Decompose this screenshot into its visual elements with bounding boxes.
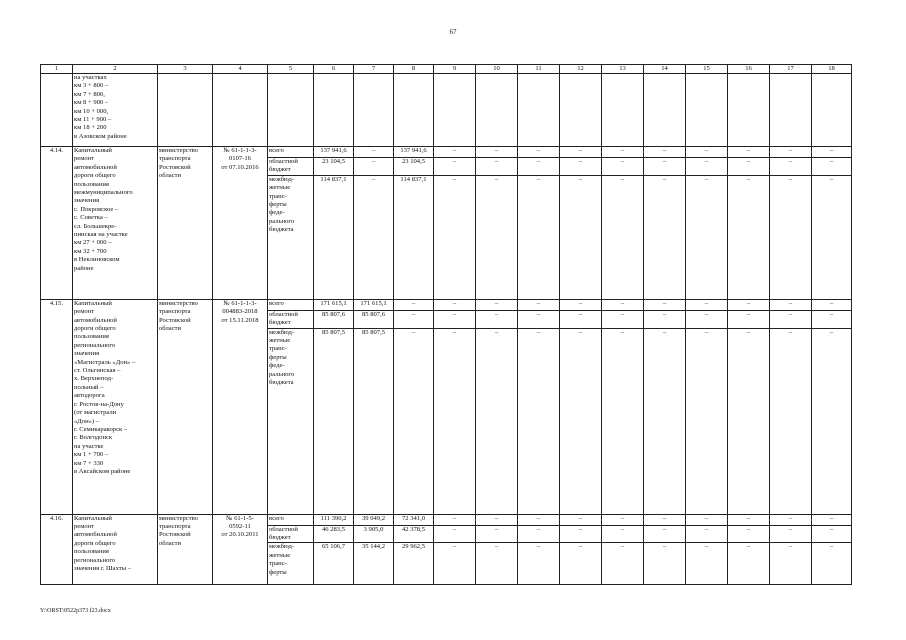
dash-cell: – (812, 525, 852, 543)
year-value: – (394, 328, 434, 514)
empty-cell (770, 74, 812, 147)
column-header-6: 6 (314, 65, 354, 74)
dash-cell: – (812, 158, 852, 176)
dash-cell: – (518, 175, 560, 299)
dash-cell: – (770, 158, 812, 176)
dash-cell: – (644, 158, 686, 176)
column-header-5: 5 (268, 65, 314, 74)
empty-cell (728, 74, 770, 147)
object-name: Капитальный ремонт автомобильной дороги общего пользования регионального значения г. Шахты – (73, 514, 158, 585)
dash-cell: – (770, 328, 812, 514)
column-header-12: 12 (560, 65, 602, 74)
funding-source: всего (268, 299, 314, 310)
dash-cell: – (560, 158, 602, 176)
dash-cell: – (602, 310, 644, 328)
dash-cell: – (644, 328, 686, 514)
funding-source: межбюд- жетные транс- ферты феде- рального бюджета (268, 175, 314, 299)
dash-cell: – (476, 525, 518, 543)
dash-cell: – (518, 525, 560, 543)
dash-cell: – (476, 147, 518, 158)
dash-cell: – (770, 514, 812, 525)
dash-cell: – (812, 175, 852, 299)
dash-cell: – (602, 328, 644, 514)
column-header-18: 18 (812, 65, 852, 74)
column-header-2: 2 (73, 65, 158, 74)
dash-cell: – (560, 299, 602, 310)
dash-cell: – (686, 328, 728, 514)
dash-cell: – (686, 525, 728, 543)
dash-cell: – (644, 299, 686, 310)
table-row (41, 514, 852, 525)
dash-cell: – (560, 310, 602, 328)
column-header-15: 15 (686, 65, 728, 74)
dash-cell: – (686, 310, 728, 328)
dash-cell: – (728, 175, 770, 299)
page-number: 67 (449, 28, 457, 36)
empty-cell (434, 74, 476, 147)
dash-cell: – (434, 158, 476, 176)
column-header-13: 13 (602, 65, 644, 74)
total-value: 137 941,6 (314, 147, 354, 158)
object-name: на участках км 3 + 800 – км 7 + 800, км 8 + 900 – км 10 + 000, км 11 + 900 – км 18 + 200 в Азовском районе (73, 74, 158, 147)
year-value: 114 837,1 (394, 175, 434, 299)
dash-cell: – (518, 158, 560, 176)
budget-table (40, 64, 852, 585)
expertise-doc: № 61-1-1-3- 004883-2018 от 15.11.2018 (213, 299, 268, 514)
dash-cell: – (770, 175, 812, 299)
object-name: Капитальный ремонт автомобильной дороги общего пользования регионального значения «Магистраль «Дон» – ст. Ольгинская – х. Верхнепод- польный – автодорога г. Ростов-на-Дону (от магистрали «Дон») – г. Семикаракорск – г. Волгодонск на участке км 1 + 700 – км 7 + 330 в Аксайском районе (73, 299, 158, 514)
dash-cell: – (770, 310, 812, 328)
dash-cell: – (644, 175, 686, 299)
empty-cell (354, 74, 394, 147)
dash-cell: – (602, 514, 644, 525)
year-value: 72 341,0 (394, 514, 434, 525)
dash-cell: – (644, 310, 686, 328)
funding-source: областной бюджет (268, 158, 314, 176)
dash-cell: – (812, 147, 852, 158)
funding-source: областной бюджет (268, 525, 314, 543)
header-row (41, 65, 852, 74)
column-header-3: 3 (158, 65, 213, 74)
dash-cell: – (686, 147, 728, 158)
dash-cell: – (476, 299, 518, 310)
year-value: 137 941,6 (394, 147, 434, 158)
dash-cell: – (434, 299, 476, 310)
year-value: 171 615,1 (354, 299, 394, 310)
year-value: – (394, 310, 434, 328)
dash-cell: – (728, 514, 770, 525)
dash-cell: – (434, 328, 476, 514)
dash-cell: – (644, 525, 686, 543)
year-value: 42 378,5 (394, 525, 434, 543)
funding-source: межбюд- жетные транс- ферты феде- рального бюджета (268, 328, 314, 514)
dash-cell: – (434, 175, 476, 299)
total-value: 114 837,1 (314, 175, 354, 299)
dash-cell: – (644, 543, 686, 585)
dash-cell: – (560, 328, 602, 514)
empty-cell (394, 74, 434, 147)
customer-org: министерство транспорта Ростовской области (158, 299, 213, 514)
column-header-8: 8 (394, 65, 434, 74)
dash-cell: – (560, 147, 602, 158)
column-header-11: 11 (518, 65, 560, 74)
column-header-10: 10 (476, 65, 518, 74)
dash-cell: – (770, 543, 812, 585)
empty-cell (213, 74, 268, 147)
total-value: 46 283,5 (314, 525, 354, 543)
year-value: 23 104,5 (394, 158, 434, 176)
dash-cell: – (434, 310, 476, 328)
dash-cell: – (728, 525, 770, 543)
dash-cell: – (476, 514, 518, 525)
year-value: 35 144,2 (354, 543, 394, 585)
dash-cell: – (518, 514, 560, 525)
dash-cell: – (476, 328, 518, 514)
empty-cell (686, 74, 728, 147)
dash-cell: – (728, 328, 770, 514)
dash-cell: – (560, 175, 602, 299)
dash-cell: – (560, 543, 602, 585)
year-value: 39 049,2 (354, 514, 394, 525)
row-number: 4.14. (41, 147, 73, 300)
year-value: – (394, 299, 434, 310)
dash-cell: – (644, 514, 686, 525)
column-header-7: 7 (354, 65, 394, 74)
empty-cell (476, 74, 518, 147)
year-value: 3 905,0 (354, 525, 394, 543)
dash-cell: – (476, 310, 518, 328)
dash-cell: – (434, 543, 476, 585)
year-value: – (354, 147, 394, 158)
customer-org: министерство транспорта Ростовской области (158, 514, 213, 585)
dash-cell: – (728, 299, 770, 310)
empty-cell (644, 74, 686, 147)
dash-cell: – (560, 525, 602, 543)
dash-cell: – (476, 158, 518, 176)
dash-cell: – (686, 299, 728, 310)
dash-cell: – (518, 299, 560, 310)
empty-cell (518, 74, 560, 147)
dash-cell: – (686, 543, 728, 585)
dash-cell: – (728, 543, 770, 585)
table-row (41, 299, 852, 310)
dash-cell: – (602, 175, 644, 299)
dash-cell: – (434, 525, 476, 543)
empty-cell (314, 74, 354, 147)
dash-cell: – (476, 175, 518, 299)
dash-cell: – (518, 310, 560, 328)
total-value: 85 807,6 (314, 310, 354, 328)
dash-cell: – (812, 543, 852, 585)
dash-cell: – (518, 328, 560, 514)
year-value: 29 962,5 (394, 543, 434, 585)
dash-cell: – (728, 310, 770, 328)
dash-cell: – (644, 147, 686, 158)
dash-cell: – (602, 525, 644, 543)
dash-cell: – (434, 514, 476, 525)
empty-cell (560, 74, 602, 147)
total-value: 171 615,1 (314, 299, 354, 310)
funding-source: межбюд- жетные транс- ферты (268, 543, 314, 585)
column-header-14: 14 (644, 65, 686, 74)
year-value: – (354, 175, 394, 299)
object-name: Капитальный ремонт автомобильной дороги общего пользования межмуниципального значения с. Покровское – с. Советка – сл. Большекре- пинская на участке км 27 + 000 – км 32 + 700 в Неклиновском районе (73, 147, 158, 300)
dash-cell: – (560, 514, 602, 525)
empty-cell (602, 74, 644, 147)
customer-org: министерство транспорта Ростовской области (158, 147, 213, 300)
dash-cell: – (686, 158, 728, 176)
total-value: 85 807,5 (314, 328, 354, 514)
column-header-17: 17 (770, 65, 812, 74)
dash-cell: – (812, 328, 852, 514)
empty-cell (268, 74, 314, 147)
dash-cell: – (476, 543, 518, 585)
row-number: 4.16. (41, 514, 73, 585)
dash-cell: – (812, 299, 852, 310)
column-header-1: 1 (41, 65, 73, 74)
column-header-4: 4 (213, 65, 268, 74)
funding-source: областной бюджет (268, 310, 314, 328)
dash-cell: – (812, 514, 852, 525)
table-row (41, 147, 852, 158)
dash-cell: – (686, 514, 728, 525)
year-value: – (354, 158, 394, 176)
column-header-9: 9 (434, 65, 476, 74)
empty-cell (812, 74, 852, 147)
total-value: 65 106,7 (314, 543, 354, 585)
funding-source: всего (268, 514, 314, 525)
year-value: 85 807,5 (354, 328, 394, 514)
total-value: 23 104,5 (314, 158, 354, 176)
dash-cell: – (602, 543, 644, 585)
dash-cell: – (812, 310, 852, 328)
dash-cell: – (602, 158, 644, 176)
expertise-doc: № 61-1-1-3- 0107-16 от 07.10.2016 (213, 147, 268, 300)
funding-source: всего (268, 147, 314, 158)
empty-cell (158, 74, 213, 147)
dash-cell: – (602, 147, 644, 158)
dash-cell: – (518, 543, 560, 585)
dash-cell: – (728, 158, 770, 176)
total-value: 111 390,2 (314, 514, 354, 525)
dash-cell: – (518, 147, 560, 158)
expertise-doc: № 61-1-5- 0592-11 от 20.10.2011 (213, 514, 268, 585)
dash-cell: – (770, 525, 812, 543)
dash-cell: – (770, 299, 812, 310)
dash-cell: – (728, 147, 770, 158)
column-header-16: 16 (728, 65, 770, 74)
file-path-footer: Y:\ORST\0522p373 f23.docx (40, 608, 111, 614)
dash-cell: – (434, 147, 476, 158)
empty-cell (41, 74, 73, 147)
row-number: 4.15. (41, 299, 73, 514)
dash-cell: – (686, 175, 728, 299)
continuation-row (41, 74, 852, 147)
dash-cell: – (602, 299, 644, 310)
dash-cell: – (770, 147, 812, 158)
year-value: 85 807,6 (354, 310, 394, 328)
